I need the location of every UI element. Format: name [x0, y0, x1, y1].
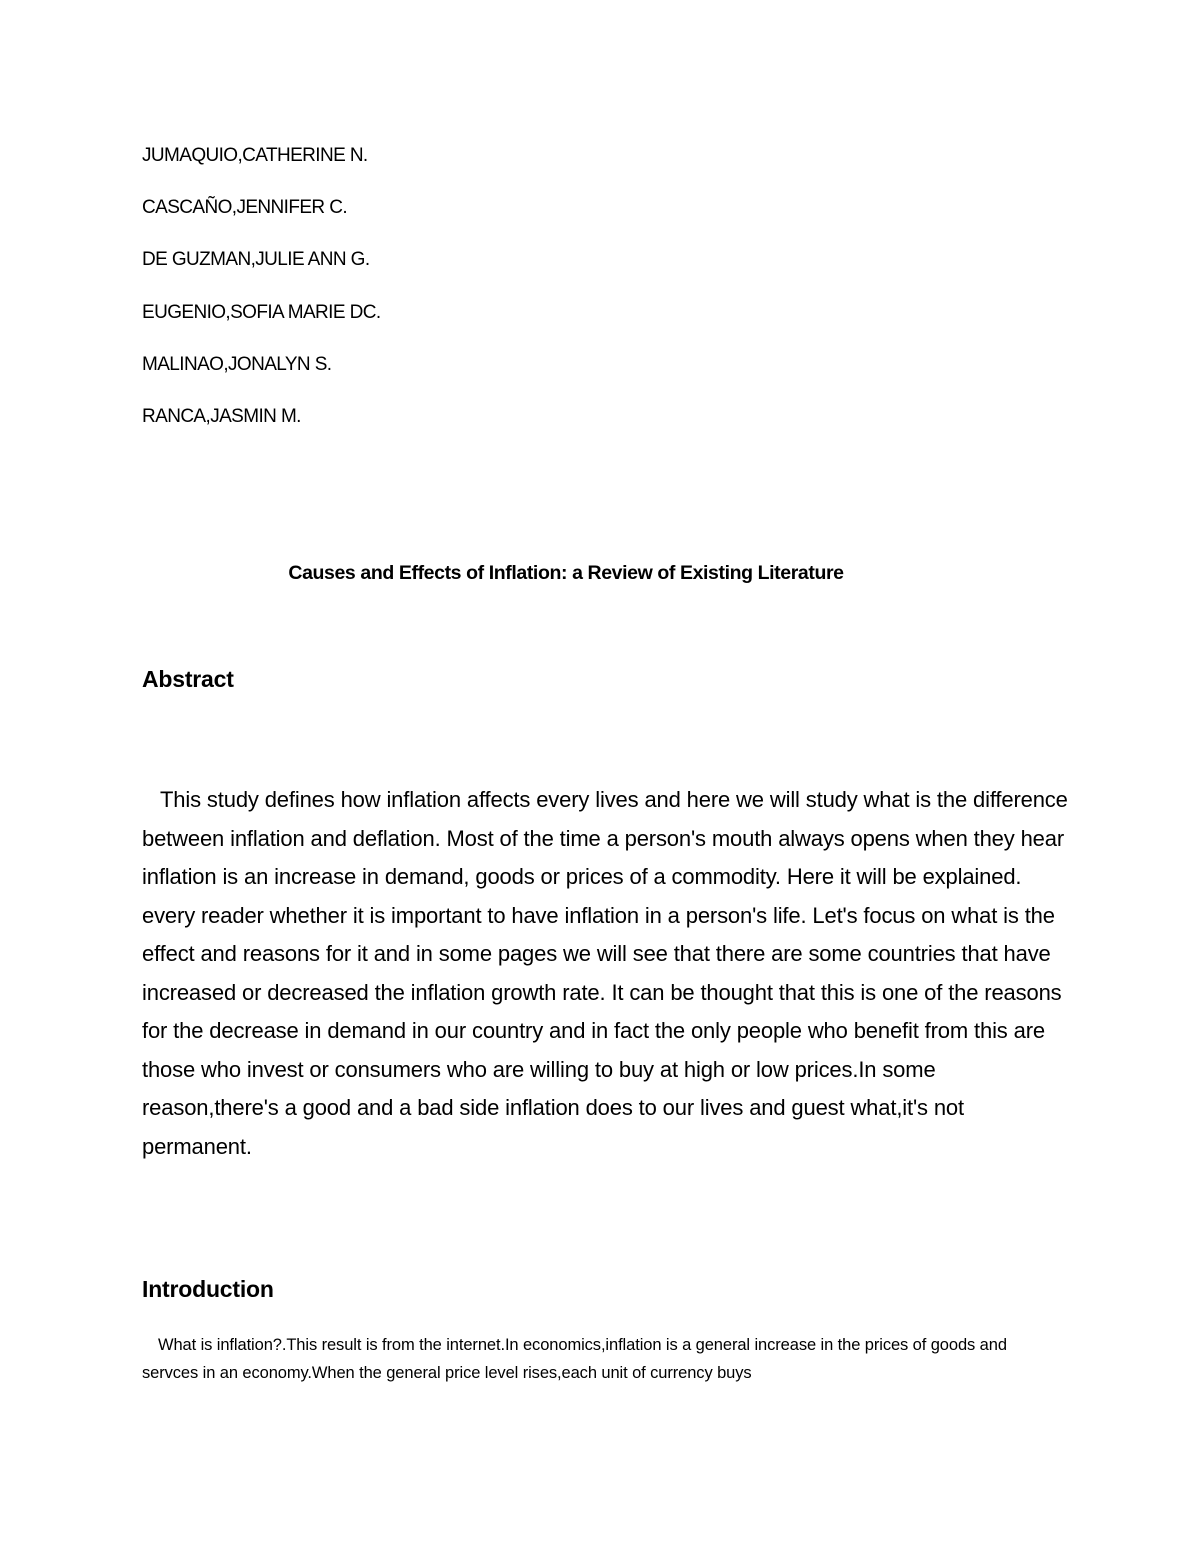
author-name: JUMAQUIO,CATHERINE N. [142, 145, 368, 166]
author-name: DE GUZMAN,JULIE ANN G. [142, 249, 370, 271]
author-list [142, 143, 381, 456]
introduction-body: What is inflation?.This result is from the internet.In economics,inflation is a general increase in the prices of goods and servces in an economy.When the general price level rises,each unit of currency buys [142, 1336, 1007, 1382]
abstract-body: This study defines how inflation affects every lives and here we will study what is the difference between inflation and deflation. Most of the time a person's mouth always opens when they hear inflation is an increase in demand, goods or prices of a commodity. Here it will be explained. every reader whether it is important to have inflation in a person's life. Let's focus on what is the effect and reasons for it and in some pages we will see that there are some countries that have increased or decreased the inflation growth rate. It can be thought that this is one of the reasons for the decrease in demand in our country and in fact the only people who benefit from this are those who invest or consumers who are willing to buy at high or low prices.In some reason,there's a good and a bad side inflation does to our lives and guest what,it's not permanent. [142, 787, 1068, 1159]
paper-title: Causes and Effects of Inflation: a Review of Existing Literature [288, 562, 844, 584]
author-name: MALINAO,JONALYN S. [142, 353, 332, 375]
abstract-heading: Abstract [142, 666, 234, 692]
introduction-heading: Introduction [142, 1276, 274, 1302]
author-name: EUGENIO,SOFIA MARIE DC. [142, 301, 381, 323]
author-name: RANCA,JASMIN M. [142, 405, 301, 427]
author-name: CASCAÑO,JENNIFER C. [142, 197, 348, 219]
